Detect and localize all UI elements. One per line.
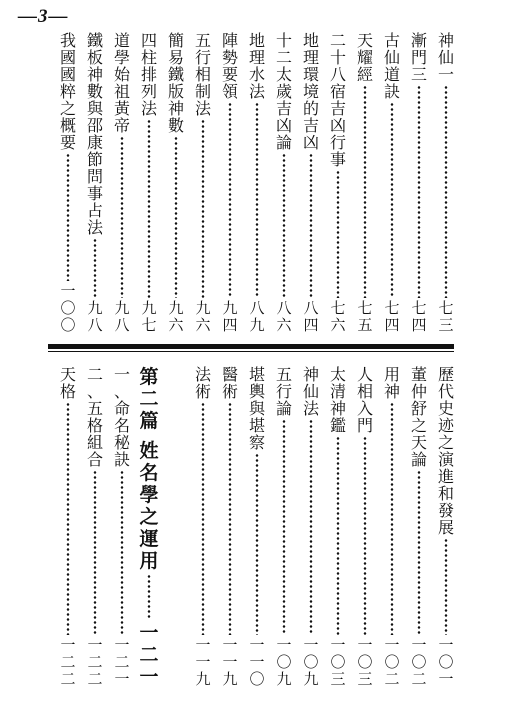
toc-page-number: 一 二 一 <box>114 636 130 688</box>
toc-entry-title: 五 行 論 <box>275 365 292 418</box>
toc-entry-title: 一 、 命 名 秘 訣 <box>113 365 130 469</box>
toc-page-number: 一 〇 一 <box>438 636 454 688</box>
toc-dot-leader <box>120 136 124 298</box>
toc-entry-title: 二 、 五 格 組 合 <box>86 365 103 469</box>
toc-page-number: 一 一 九 <box>222 636 238 688</box>
toc-page-number: 一 〇 九 <box>303 636 319 688</box>
toc-entry-title: 太 清 神 鑑 <box>329 365 346 435</box>
toc-dot-leader <box>444 85 448 298</box>
toc-dot-leader <box>201 119 205 298</box>
toc-dot-leader <box>174 136 178 298</box>
toc-entry[interactable] <box>221 32 239 334</box>
toc-entry[interactable] <box>437 366 455 688</box>
toc-entry[interactable] <box>302 366 320 688</box>
toc-entry[interactable] <box>194 366 212 688</box>
toc-entry-title: 神 仙 一 <box>437 31 454 84</box>
toc-entry[interactable] <box>437 32 455 334</box>
toc-page-number: 一 〇 九 <box>276 636 292 688</box>
toc-page-number: 一 一 〇 <box>249 636 265 688</box>
toc-page-number: 一 〇 二 <box>411 636 427 688</box>
toc-entry-title: 地 理 環 境 的 吉 凶 <box>302 31 319 152</box>
toc-entry[interactable] <box>221 366 239 688</box>
toc-page-number: 九 八 <box>114 299 130 334</box>
toc-entry-title: 天 格 <box>59 365 76 401</box>
toc-entry[interactable] <box>113 366 131 688</box>
toc-entry-title: 地 理 水 法 <box>248 31 265 101</box>
toc-entry[interactable] <box>410 366 428 688</box>
toc-entry[interactable] <box>113 32 131 334</box>
toc-entry-title: 漸 門 三 <box>410 31 427 84</box>
toc-entry-title: 堪 輿 與 堪 察 <box>248 365 265 452</box>
toc-dot-leader <box>417 470 421 635</box>
toc-entry-title: 第 二 篇 姓 名 學 之 運 用 <box>139 366 159 572</box>
toc-entry[interactable] <box>356 32 374 334</box>
toc-dot-leader <box>201 402 205 635</box>
toc-dot-leader <box>66 153 70 281</box>
toc-page-number: 一 〇 〇 <box>60 282 76 334</box>
toc-entry[interactable] <box>383 32 401 334</box>
toc-entry[interactable] <box>329 366 347 688</box>
toc-entry[interactable] <box>356 366 374 688</box>
toc-entry-title: 鐵 板 神 數 與 邵 康 節 問 事 占 法 <box>86 31 103 237</box>
toc-entry-title: 人 相 入 門 <box>356 365 373 435</box>
toc-dot-leader <box>336 170 340 298</box>
toc-dot-leader <box>309 419 313 635</box>
toc-dot-leader <box>147 574 151 620</box>
toc-entry-title: 陣 勢 要 領 <box>221 31 238 101</box>
toc-page-number: 八 九 <box>249 299 265 334</box>
toc-page-number: 七 三 <box>438 299 454 334</box>
toc-page-number: 一 〇 三 <box>330 636 346 688</box>
toc-entry-title: 神 仙 法 <box>302 365 319 418</box>
toc-entry[interactable] <box>248 32 266 334</box>
toc-entry[interactable] <box>248 366 266 688</box>
toc-dot-leader <box>255 102 259 298</box>
toc-entry[interactable] <box>194 32 212 334</box>
toc-entry[interactable] <box>59 366 77 688</box>
toc-entry[interactable] <box>59 32 77 334</box>
toc-entry-title: 天 耀 經 <box>356 31 373 84</box>
section-divider <box>48 344 454 354</box>
toc-dot-leader <box>255 453 259 635</box>
toc-dot-leader <box>282 419 286 635</box>
toc-dot-leader <box>66 402 70 635</box>
toc-entry-title: 二 十 八 宿 吉 凶 行 事 <box>329 31 346 169</box>
toc-page-number: 九 七 <box>141 299 157 334</box>
toc-entry-title: 五 行 相 制 法 <box>194 31 211 118</box>
toc-entry[interactable] <box>410 32 428 334</box>
toc-entry-title: 歷 代 史 迹 之 演 進 和 發 展 <box>437 365 454 537</box>
toc-page-number: 八 四 <box>303 299 319 334</box>
toc-page-number: 八 六 <box>276 299 292 334</box>
toc-dot-leader <box>228 102 232 298</box>
toc-dot-leader <box>390 402 394 635</box>
toc-entry-title: 簡 易 鐵 版 神 數 <box>167 31 184 135</box>
toc-entry-title: 四 柱 排 列 法 <box>140 31 157 118</box>
toc-page-number: 七 六 <box>330 299 346 334</box>
toc-entry-title: 道 學 始 祖 黃 帝 <box>113 31 130 135</box>
toc-entry-title: 法 術 <box>194 365 211 401</box>
toc-entry[interactable] <box>140 32 158 334</box>
toc-dot-leader <box>147 119 151 298</box>
toc-page-number: 九 六 <box>195 299 211 334</box>
toc-dot-leader <box>120 470 124 635</box>
toc-dot-leader <box>390 102 394 298</box>
toc-page-number: 九 六 <box>168 299 184 334</box>
toc-page-number: 九 八 <box>87 299 103 334</box>
toc-entry-title: 十 二 太 歲 吉 凶 論 <box>275 31 292 152</box>
toc-page-number: 一 〇 二 <box>384 636 400 688</box>
toc-page-number: 一 二 二 <box>60 636 76 688</box>
toc-page-number: 一 一 九 <box>195 636 211 688</box>
toc-dot-leader <box>93 238 97 298</box>
toc-page-number: 九 四 <box>222 299 238 334</box>
toc-dot-leader <box>336 436 340 635</box>
toc-chapter-heading[interactable] <box>137 366 161 688</box>
toc-entry[interactable] <box>275 366 293 688</box>
toc-dot-leader <box>363 436 367 635</box>
toc-page-number: 七 四 <box>384 299 400 334</box>
toc-page-number: 七 四 <box>411 299 427 334</box>
toc-entry[interactable] <box>275 32 293 334</box>
toc-entry[interactable] <box>86 32 104 334</box>
toc-entry-title: 董 仲 舒 之 天 論 <box>410 365 427 469</box>
toc-entry[interactable] <box>383 366 401 688</box>
toc-dot-leader <box>228 402 232 635</box>
toc-entry[interactable] <box>86 366 104 688</box>
toc-dot-leader <box>309 153 313 298</box>
toc-dot-leader <box>417 85 421 298</box>
toc-page-number: 一 〇 三 <box>357 636 373 688</box>
toc-page-number: 一 二 一 <box>139 622 159 688</box>
page-number: —3— <box>18 6 69 27</box>
toc-entry-title: 我 國 國 粹 之 概 要 <box>59 31 76 152</box>
toc-entry-title: 用 神 <box>383 365 400 401</box>
toc-entry[interactable] <box>167 32 185 334</box>
toc-page-number: 七 五 <box>357 299 373 334</box>
toc-page-number: 一 二 二 <box>87 636 103 688</box>
toc-entry[interactable] <box>302 32 320 334</box>
toc-dot-leader <box>444 538 448 635</box>
toc-entry[interactable] <box>329 32 347 334</box>
toc-dot-leader <box>363 85 367 298</box>
toc-dot-leader <box>93 470 97 635</box>
toc-dot-leader <box>282 153 286 298</box>
toc-chapter-subtitle: 姓 名 學 之 運 用 <box>139 440 159 572</box>
toc-entry-title: 古 仙 道 訣 <box>383 31 400 101</box>
toc-entry-title: 醫 術 <box>221 365 238 401</box>
